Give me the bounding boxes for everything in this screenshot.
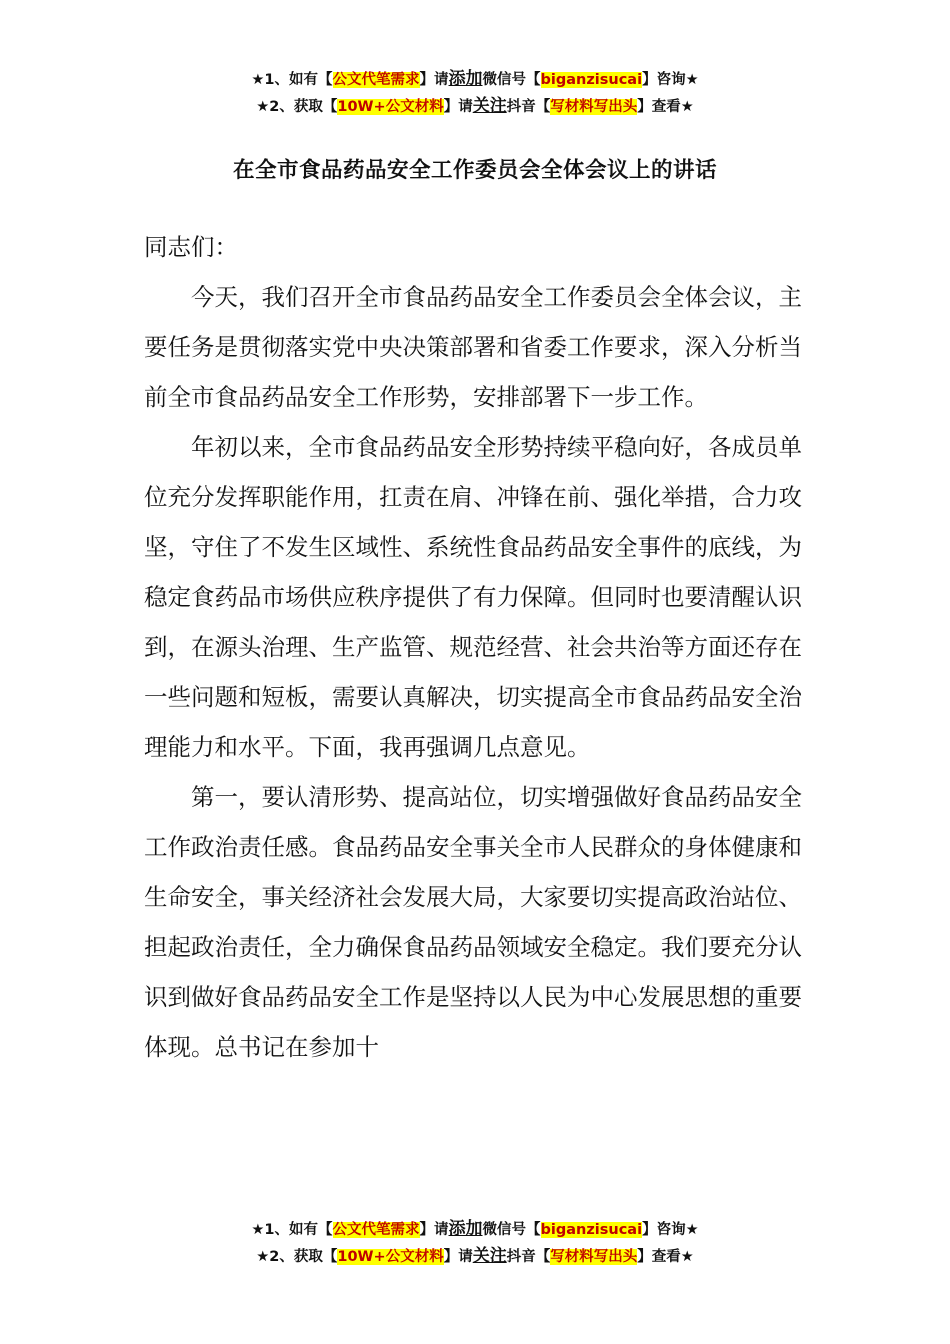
banner-line-2 bbox=[0, 1243, 950, 1270]
banner-emphasis: 关注 bbox=[472, 96, 507, 116]
banner-text: 】请 bbox=[419, 1222, 449, 1238]
salutation: 同志们： bbox=[144, 233, 238, 261]
paragraph: 第一，要认清形势、提高站位，切实增强做好食品药品安全工作政治责任感。食品药品安全事关全市人民群众的身体健康和生命安全，事关经济社会发展大局，大家要切实提高政治站位、担起政治责任，全力确保食品药品领域安全稳定。我们要充分认识到做好食品药品安全工作是坚持以人民为中心发展思想的重要体现。总书记在参加十 bbox=[144, 783, 802, 1061]
banner-text: 】请 bbox=[443, 1249, 473, 1265]
footer-banner bbox=[0, 1216, 950, 1270]
banner-text: ★1、如有【 bbox=[251, 72, 333, 88]
banner-text: 】咨询★ bbox=[642, 1222, 699, 1238]
paragraph: 年初以来，全市食品药品安全形势持续平稳向好，各成员单位充分发挥职能作用，扛责在肩、冲锋在前、强化举措，合力攻坚，守住了不发生区域性、系统性食品药品安全事件的底线，为稳定食药品市场供应秩序提供了有力保障。但同时也要清醒认识到，在源头治理、生产监管、规范经营、社会共治等方面还存在一些问题和短板，需要认真解决，切实提高全市食品药品安全治理能力和水平。下面，我再强调几点意见。 bbox=[144, 433, 802, 761]
banner-text: 】查看★ bbox=[637, 1249, 694, 1265]
banner-highlight: 10W+公文材料 bbox=[337, 1249, 444, 1265]
document-title: 在全市食品药品安全工作委员会全体会议上的讲话 bbox=[232, 158, 717, 183]
banner-text: ★2、获取【 bbox=[256, 1249, 338, 1265]
banner-text: 微信号【 bbox=[482, 72, 541, 88]
paragraph: 今天，我们召开全市食品药品安全工作委员会全体会议，主要任务是贯彻落实党中央决策部署和省委工作要求，深入分析当前全市食品药品安全工作形势，安排部署下一步工作。 bbox=[144, 283, 802, 411]
banner-line-1 bbox=[0, 66, 950, 93]
banner-text: ★1、如有【 bbox=[251, 1222, 333, 1238]
banner-highlight: 公文代笔需求 bbox=[332, 1222, 420, 1238]
banner-highlight: biganzisucai bbox=[540, 1222, 643, 1238]
banner-line-1 bbox=[0, 1216, 950, 1243]
banner-highlight: biganzisucai bbox=[540, 72, 643, 88]
banner-text: 】请 bbox=[419, 72, 449, 88]
banner-highlight: 10W+公文材料 bbox=[337, 99, 444, 115]
banner-line-2 bbox=[0, 93, 950, 120]
banner-emphasis: 添加 bbox=[448, 69, 483, 89]
document-body bbox=[144, 222, 809, 1072]
banner-highlight: 公文代笔需求 bbox=[332, 72, 420, 88]
banner-text: 微信号【 bbox=[482, 1222, 541, 1238]
banner-text: 】查看★ bbox=[637, 99, 694, 115]
banner-highlight: 写材料写出头 bbox=[550, 1249, 638, 1265]
header-banner bbox=[0, 66, 950, 120]
banner-text: 抖音【 bbox=[506, 1249, 551, 1265]
banner-emphasis: 关注 bbox=[472, 1246, 507, 1266]
banner-text: 抖音【 bbox=[506, 99, 551, 115]
banner-text: ★2、获取【 bbox=[256, 99, 338, 115]
banner-emphasis: 添加 bbox=[448, 1219, 483, 1239]
banner-highlight: 写材料写出头 bbox=[550, 99, 638, 115]
banner-text: 】咨询★ bbox=[642, 72, 699, 88]
banner-text: 】请 bbox=[443, 99, 473, 115]
